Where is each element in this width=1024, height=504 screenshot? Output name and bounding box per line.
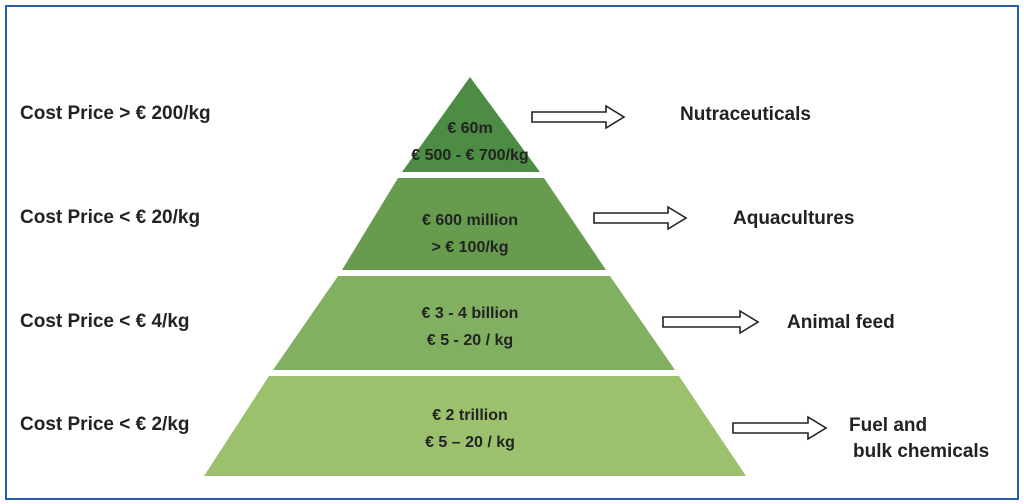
- arrow-fuel: [733, 417, 826, 439]
- cost-price-tier-4: Cost Price < € 2/kg: [20, 414, 190, 435]
- tier-4-price-range: € 5 – 20 / kg: [425, 434, 515, 451]
- tier-1-text: [320, 115, 620, 169]
- cost-price-tier-2: Cost Price < € 20/kg: [20, 207, 201, 228]
- product-nutraceuticals: Nutraceuticals: [680, 104, 811, 125]
- product-fuel-line-2: bulk chemicals: [853, 441, 990, 462]
- tier-1-price-range: € 500 - € 700/kg: [411, 147, 529, 164]
- tier-3-market-size: € 3 - 4 billion: [421, 305, 519, 322]
- tier-4-market-size: € 2 trillion: [432, 407, 508, 424]
- tier-4-text: [320, 402, 620, 456]
- tier-2-price-range: > € 100/kg: [431, 239, 509, 256]
- product-fuel-line-1: Fuel and: [849, 415, 928, 436]
- cost-price-tier-1: Cost Price > € 200/kg: [20, 103, 211, 124]
- arrow-animal-feed: [663, 311, 758, 333]
- tier-3-text: [320, 300, 620, 354]
- tier-3-price-range: € 5 - 20 / kg: [426, 332, 514, 349]
- product-aquacultures: Aquacultures: [733, 208, 855, 229]
- cost-price-tier-3: Cost Price < € 4/kg: [20, 311, 190, 332]
- tier-2-market-size: € 600 million: [421, 212, 519, 229]
- tier-2-text: [320, 207, 620, 261]
- tier-1-market-size: € 60m: [447, 120, 493, 137]
- product-animal-feed: Animal feed: [787, 312, 895, 333]
